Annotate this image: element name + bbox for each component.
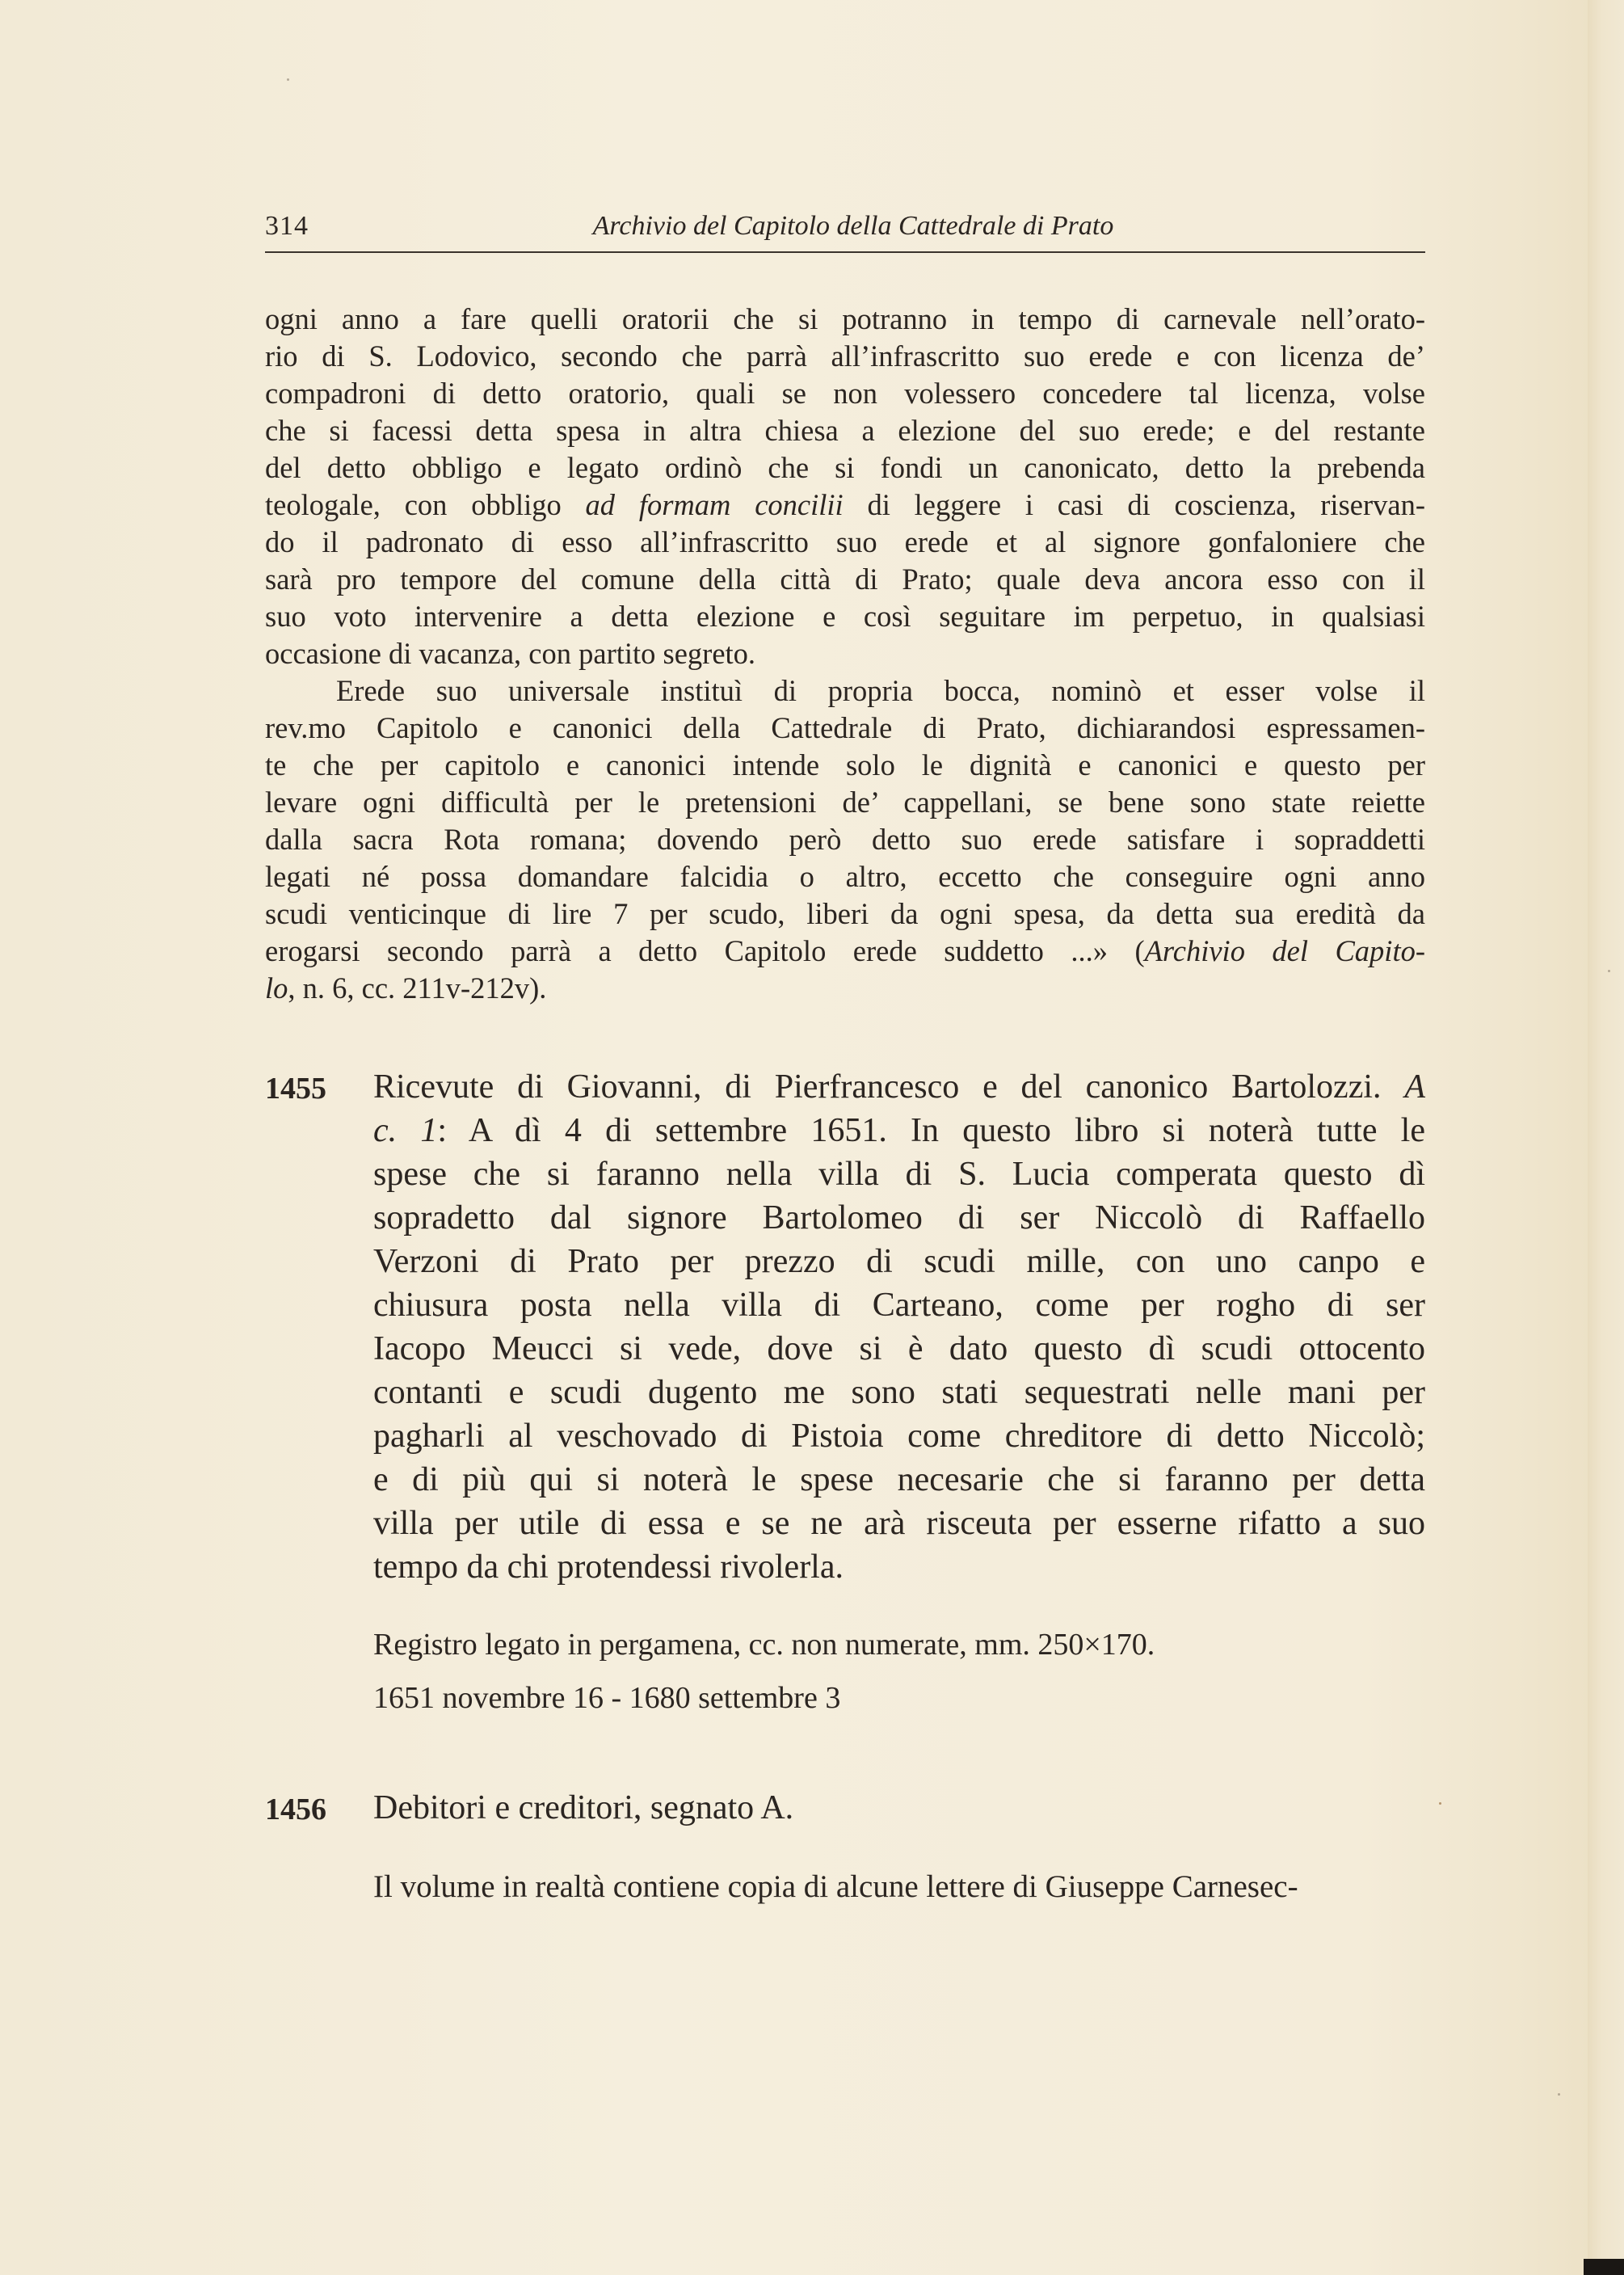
text-segment: di leggere i casi di coscienza, riservan- [843,488,1425,521]
entry-date-range: 1651 novembre 16 - 1680 settembre 3 [373,1681,841,1715]
entry-line: e di più qui si noterà le spese necesarie che si faranno per detta [373,1461,1425,1498]
text-line: che si facessi detta spesa in altra chiesa a elezione del suo erede; e del restante [265,414,1425,447]
entry-body [373,1786,1425,1830]
paper-speck [1439,1802,1441,1805]
running-title: Archivio del Capitolo della Cattedrale di Prato [592,211,1114,241]
text-line: Erede suo universale instituì di propria bocca, nominò et esser volse il [336,674,1425,707]
text-line: del detto obbligo e legato ordinò che si fondi un canonicato, detto la prebenda [265,451,1425,484]
text-line: legati né possa domandare falcidia o altro, eccetto che conseguire ogni anno [265,860,1425,893]
citation-source: Archivio del Capito- [1144,934,1425,967]
latin-phrase: ad formam concilii [585,488,844,521]
entry-title-italic: A [1404,1068,1425,1106]
entry-line [373,1109,1425,1152]
entry-note: Il volume in realtà contiene copia di alcune lettere di Giuseppe Carnesec- [373,1869,1298,1904]
entry-line: chiusura posta nella villa di Carteano, come per rogho di ser [373,1287,1425,1324]
citation-reference: , n. 6, cc. 211v-212v). [288,971,547,1005]
paper-speck [287,78,289,81]
text-line: ogni anno a fare quelli oratorii che si potranno in tempo di carnevale nell’orato- [265,302,1425,335]
running-header [265,206,1425,255]
text-segment: : A dì 4 di settembre 1651. In questo libro si noterà tutte le [437,1112,1425,1149]
paper-speck [1608,970,1610,972]
folio-reference: c. 1 [373,1112,438,1149]
citation-source: lo [265,971,288,1005]
header-rule [265,251,1425,253]
entry-number: 1455 [265,1072,326,1106]
text-line: suo voto intervenire a detta elezione e così seguitare im perpetuo, in qualsiasi [265,600,1425,633]
heir-paragraph [265,672,1425,1007]
entry-body [373,1065,1425,1589]
text-line-with-italic [265,487,1425,524]
entry-number: 1456 [265,1793,326,1826]
entry-title-line [373,1065,1425,1109]
text-line-with-citation [265,933,1425,970]
page-gutter-shadow [1588,0,1624,2275]
text-segment: teologale, con obbligo [265,488,586,521]
entry-physical-description: Registro legato in pergamena, cc. non numerate, mm. 250×170. [373,1628,1155,1662]
entry-line: tempo da chi protendessi rivolerla. [373,1548,844,1586]
text-line: levare ogni difficultà per le pretensioni de’ cappellani, se bene sono state reiette [265,786,1425,819]
text-line: te che per capitolo e canonici intende solo le dignità e canonici e questo per [265,748,1425,782]
page-number: 314 [265,211,309,241]
entry-line: spese che si faranno nella villa di S. Lucia comperata questo dì [373,1156,1425,1193]
continuation-paragraph [265,301,1425,672]
text-line: rev.mo Capitolo e canonici della Cattedrale di Prato, dichiarandosi espressamen- [265,711,1425,744]
text-line: scudi venticinque di lire 7 per scudo, liberi da ogni spesa, da detta sua eredità da [265,897,1425,930]
entry-line: sopradetto dal signore Bartolomeo di ser Niccolò di Raffaello [373,1199,1425,1237]
paper-speck [1558,2093,1560,2096]
entry-title: Ricevute di Giovanni, di Pierfrancesco e del canonico Bartolozzi. [373,1068,1405,1106]
scan-edge [1584,2259,1624,2275]
entry-line: pagharli al veschovado di Pistoia come chreditore di detto Niccolò; [373,1418,1425,1455]
entry-line: villa per utile di essa e se ne arà risceuta per esserne rifatto a suo [373,1505,1425,1542]
text-line: do il padronato di esso all’infrascritto suo erede et al signore gonfaloniere che [265,525,1425,558]
entry-title: Debitori e creditori, segnato A. [373,1789,794,1826]
text-line: rio di S. Lodovico, secondo che parrà all’infrascritto suo erede e con licenza de’ [265,339,1425,373]
text-line: sarà pro tempore del comune della città di Prato; quale deva ancora esso con il [265,562,1425,596]
text-line: occasione di vacanza, con partito segreto. [265,637,756,670]
text-line: dalla sacra Rota romana; dovendo però detto suo erede satisfare i sopraddetti [265,823,1425,856]
text-segment: erogarsi secondo parrà a detto Capitolo erede suddetto ...» ( [265,934,1145,967]
entry-line: contanti e scudi dugento me sono stati sequestrati nelle mani per [373,1374,1425,1411]
entry-line: Iacopo Meucci si vede, dove si è dato questo dì scudi ottocento [373,1330,1425,1367]
text-line: compadroni di detto oratorio, quali se non volessero concedere tal licenza, volse [265,377,1425,410]
entry-line: Verzoni di Prato per prezzo di scudi mille, con uno canpo e [373,1243,1425,1280]
citation-line [265,970,1425,1007]
